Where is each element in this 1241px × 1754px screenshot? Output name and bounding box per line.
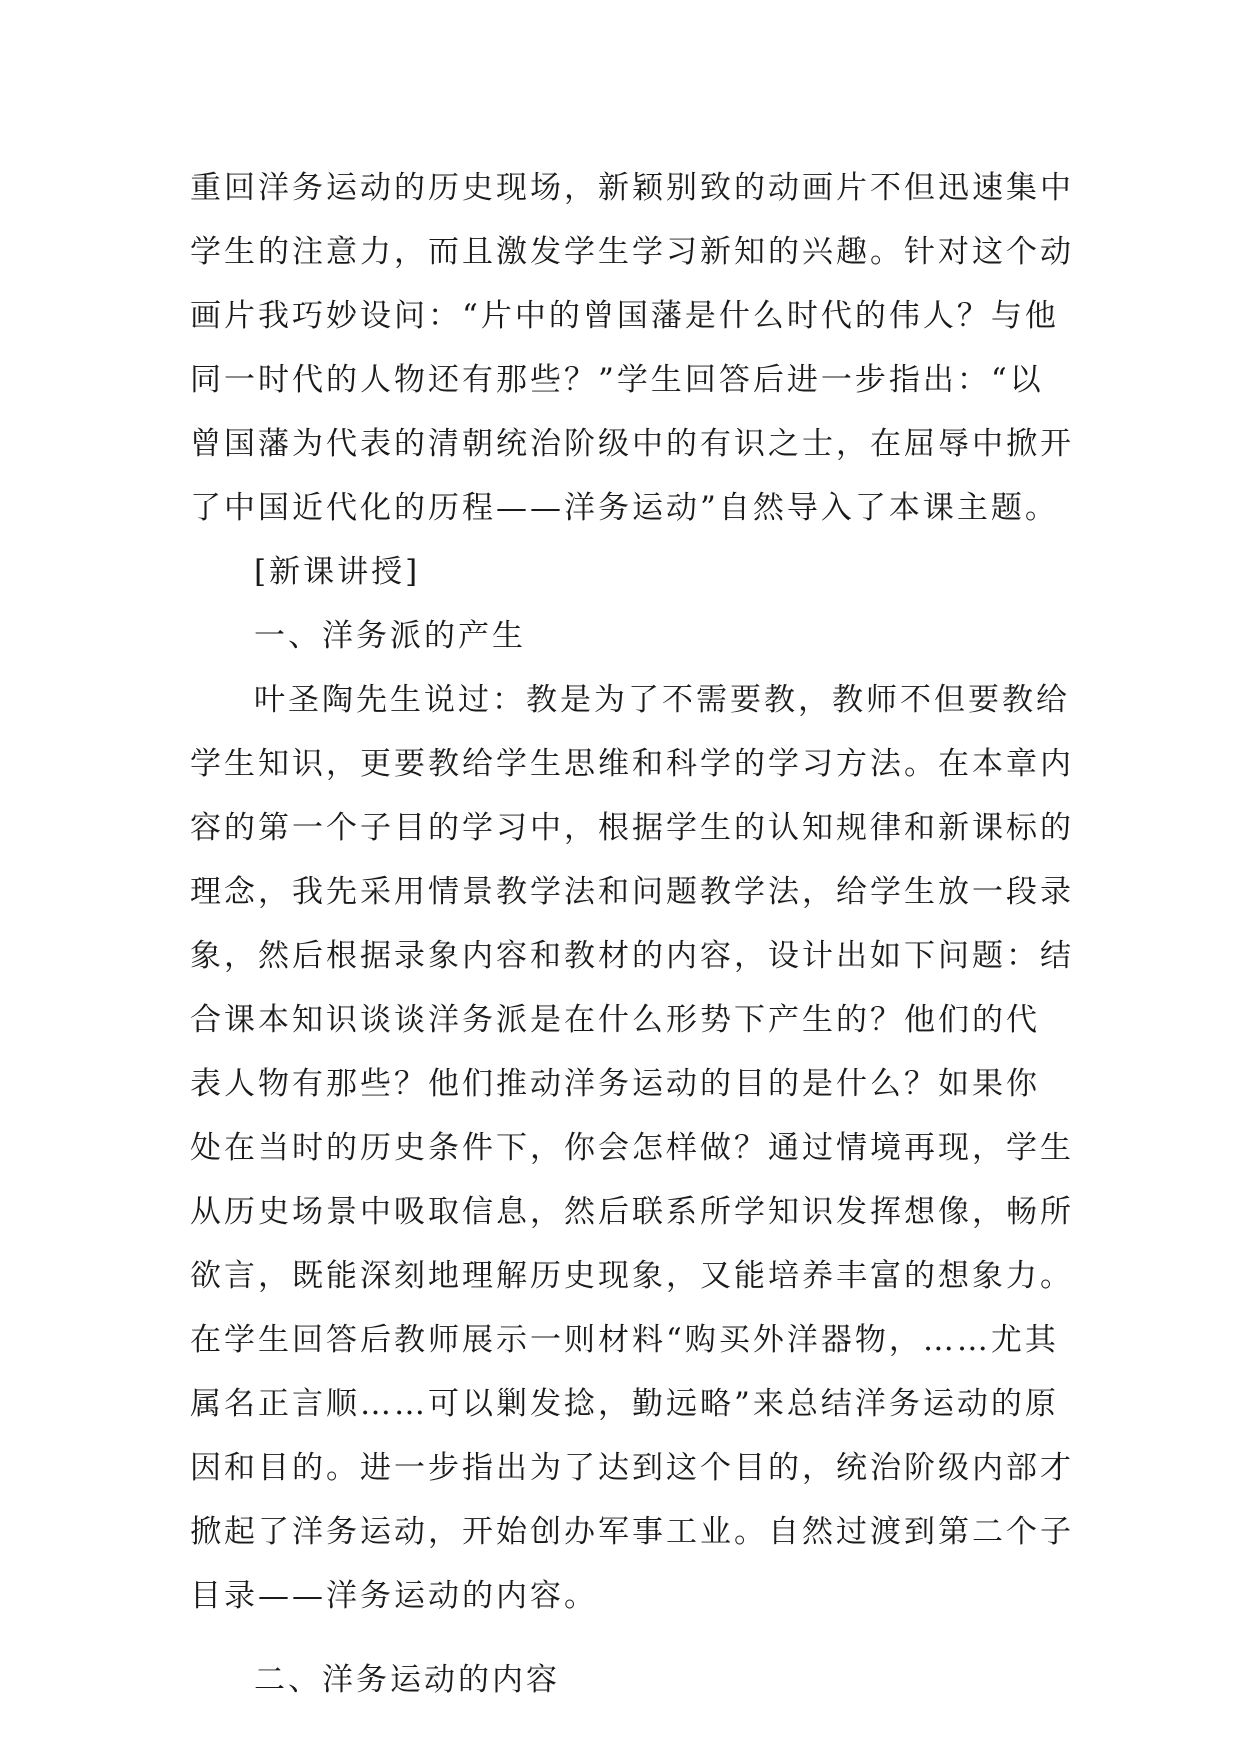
document-body — [190, 156, 1074, 1712]
section-heading: 二、洋务运动的内容 — [254, 1662, 560, 1698]
text-line: 因和目的。进一步指出为了达到这个目的，统治阶级内部才 — [190, 1450, 1074, 1486]
text-line: 从历史场景中吸取信息，然后联系所学知识发挥想像，畅所 — [190, 1194, 1074, 1230]
text-line: 曾国藩为代表的清朝统治阶级中的有识之士，在屈辱中掀开 — [190, 426, 1074, 462]
text-line: 同一时代的人物还有那些？”学生回答后进一步指出：“以 — [190, 362, 1044, 398]
text-line: 画片我巧妙设问：“片中的曾国藩是什么时代的伟人？与他 — [190, 298, 1059, 334]
text-line: 处在当时的历史条件下，你会怎样做？通过情境再现，学生 — [190, 1130, 1074, 1166]
text-line: 在学生回答后教师展示一则材料“购买外洋器物，……尤其 — [190, 1322, 1059, 1358]
text-line: 掀起了洋务运动，开始创办军事工业。自然过渡到第二个子 — [190, 1514, 1074, 1550]
text-line: 合课本知识谈谈洋务派是在什么形势下产生的？他们的代 — [190, 1002, 1040, 1038]
text-line: 容的第一个子目的学习中，根据学生的认知规律和新课标的 — [190, 810, 1074, 846]
text-line: 了中国近代化的历程——洋务运动”自然导入了本课主题。 — [190, 490, 1059, 526]
section-label: [新课讲授] — [254, 554, 421, 590]
text-line: 象，然后根据录象内容和教材的内容，设计出如下问题：结 — [190, 938, 1074, 974]
text-line: 学生知识，更要教给学生思维和科学的学习方法。在本章内 — [190, 746, 1074, 782]
paragraph-first-line: 叶圣陶先生说过：教是为了不需要教，教师不但要教给 — [254, 682, 1070, 718]
text-line: 属名正言顺……可以剿发捻，勤远略”来总结洋务运动的原 — [190, 1386, 1059, 1422]
text-line: 重回洋务运动的历史现场，新颖别致的动画片不但迅速集中 — [190, 170, 1074, 206]
section-heading: 一、洋务派的产生 — [254, 618, 526, 654]
text-line: 欲言，既能深刻地理解历史现象，又能培养丰富的想象力。 — [190, 1258, 1074, 1294]
text-line: 学生的注意力，而且激发学生学习新知的兴趣。针对这个动 — [190, 234, 1074, 270]
text-line: 理念，我先采用情景教学法和问题教学法，给学生放一段录 — [190, 874, 1074, 910]
text-line: 目录——洋务运动的内容。 — [190, 1578, 598, 1614]
text-line: 表人物有那些？他们推动洋务运动的目的是什么？如果你 — [190, 1066, 1040, 1102]
